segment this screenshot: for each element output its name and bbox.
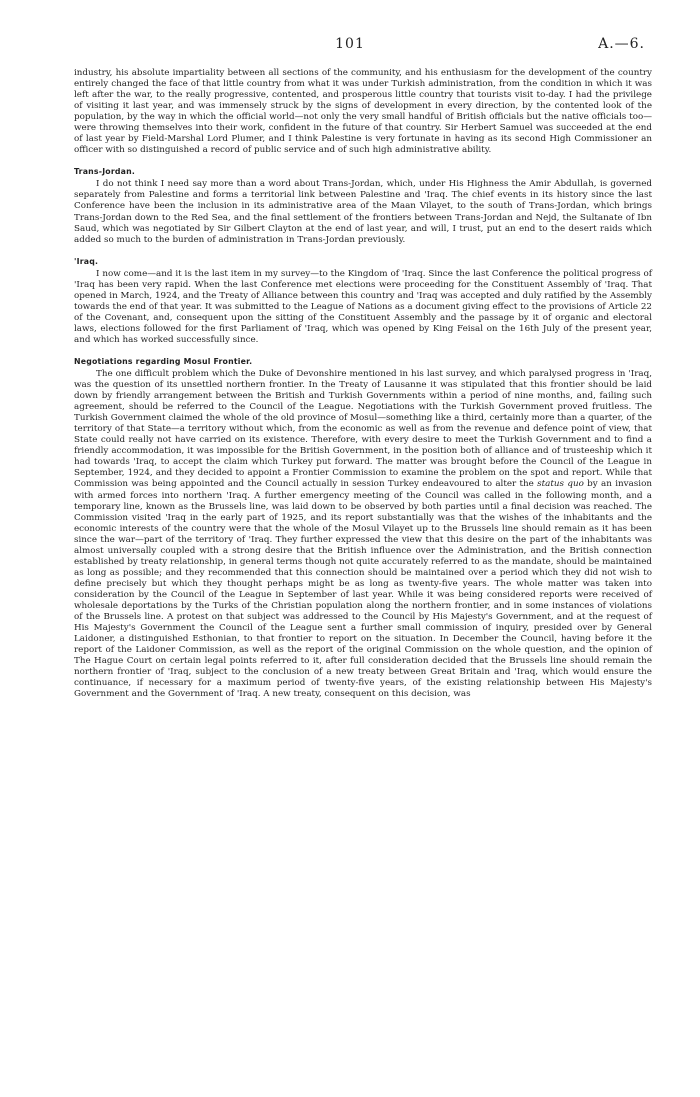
status-quo-phrase: status quo — [537, 479, 584, 490]
heading-mosul-frontier: Negotiations regarding Mosul Frontier. — [74, 356, 253, 366]
paragraph-iraq: I now come—and it is the last item in my survey—to the Kingdom of 'Iraq. Since the last Conference the political progress of 'Iraq has been very rapid. When the last Conference met elections were proceeding for the Constituent Assembly of 'Iraq. That opened in March, 1924, and the Treaty of Alliance between this country and 'Iraq was accepted and duly ratified by the Assembly towards the end of that year. It was submitted to the League of Nations as a document giving effect to the provisions of Article 22 of the Covenant, and, consequent upon the sitting of the Constituent Assembly and the passage by it of organic and electoral laws, elections followed for the first Parliament of 'Iraq, which was opened by King Feisal on the 16th July of the present year, and which has worked successfully since. — [74, 268, 652, 345]
mosul-text-part-b: by an invasion with armed forces into northern 'Iraq. A further emergency meeting of the Council was called in the following month, and a temporary line, known as the Brussels line, was laid down to be observed by both parties until a final decision was reached. The Commission visited 'Iraq in the early part of 1925, and its report substantially was that the wishes of the inhabitants and the economic interests of the country were that the whole of the Mosul Vilayet up to the Brussels line should remain as it has been since the war—part of the territory of 'Iraq. They further expressed the view that this desire on the part of the inhabitants was almost universally coupled with a strong desire that the British influence over the Administration, and the British connection established by treaty relationship, in general terms though not quite accurately referred to as the mandate, should be maintained as long as possible; and they recommended that this connection should be maintained over a period which they did not wish to define precisely but which they thought perhaps might be as long as twenty-five years. The whole matter was taken into consideration by the Council of the League in September of last year. While it was being considered reports were received of wholesale deportations by the Turks of the Christian population along the northern frontier, and in some instances of violations of the Brussels line. A protest on that subject was addressed to the Council by His Majesty's Government, and at the request of His Majesty's Government the Council of the League sent a further small commission of inquiry, presided over by General Laidoner, a distinguished Esthonian, to that frontier to report on the situation. In December the Council, having before it the report of the Laidoner Commission, as well as the report of the original Commission on the whole question, and the opinion of The Hague Court on certain legal points referred to it, after full consideration decided that the Brussels line should remain the northern frontier of 'Iraq, subject to the conclusion of a new treaty between Great Britain and 'Iraq, which would ensure the continuance, if necessary for a maximum period of twenty-five years, of the existing relationship between His Majesty's Government and the Government of 'Iraq. A new treaty, consequent on this decision, was — [74, 479, 652, 700]
page-number: 101 — [335, 36, 365, 52]
document-reference: A.—6. — [598, 36, 645, 52]
paragraph-mosul-frontier — [74, 369, 652, 700]
paragraph-trans-jordan: I do not think I need say more than a word about Trans-Jordan, which, under His Highness the Amir Abdullah, is governed separately from Palestine and forms a territorial link between Palestine and 'Iraq. The chief events in its history since the last Conference have been the inclusion in its administrative area of the Maan Vilayet, to the south of Trans-Jordan, which brings Trans-Jordan down to the Red Sea, and the final settlement of the frontiers between Trans-Jordan and Nejd, the Sultanate of Ibn Saud, which was negotiated by Sir Gilbert Clayton at the end of last year, and will, I trust, put an end to the desert raids which added so much to the burden of administration in Trans-Jordan previously. — [74, 179, 652, 245]
heading-trans-jordan: Trans-Jordan. — [74, 167, 136, 177]
page-body — [74, 68, 652, 700]
heading-iraq: 'Iraq. — [74, 256, 99, 266]
mosul-text-part-a: The one difficult problem which the Duke of Devonshire mentioned in his last survey, and which paralysed progress in 'Iraq, was the question of its unsettled northern frontier. In the Treaty of Lausanne it was stipulated that this frontier should be laid down by friendly arrangement between the British and Turkish Governments within a period of nine months, and, failing such agreement, should be referred to the Council of the League. Negotiations with the Turkish Government proved fruitless. The Turkish Government claimed the whole of the old province of Mosul—something like a third, certainly more than a quarter, of the territory of that State—a territory without which, from the economic as well as from the revenue and defence point of view, that State could really not have carried on its existence. Therefore, with every desire to meet the Turkish Government and to find a friendly accommodation, it was impossible for the British Government, in the position both of alliance and of trusteeship which it had towards 'Iraq, to accept the claim which Turkey put forward. The matter was brought before the Council of the League in September, 1924, and they decided to appoint a Frontier Commission to examine the problem on the spot and report. While that Commission was being appointed and the Council actually in session Turkey endeavoured to alter the — [74, 368, 652, 490]
intro-paragraph: industry, his absolute impartiality between all sections of the community, and his enthusiasm for the development of the country entirely changed the face of that little country from what it was under Turkish administration, from the condition in which it was left after the war, to the really progressive, contented, and prosperous little country that tourists visit to-day. I had the privilege of visiting it last year, and was immensely struck by the signs of development in every direction, by the contented look of the population, by the way in which the official world—not only the very small handful of British officials but the native officials too—were throwing themselves into their work, confident in the future of that country. Sir Herbert Samuel was succeeded at the end of last year by Field-Marshal Lord Plumer, and I think Palestine is very fortunate in having as its second High Commissioner an officer with so distinguished a record of public service and of such high administrative ability. — [74, 68, 652, 156]
